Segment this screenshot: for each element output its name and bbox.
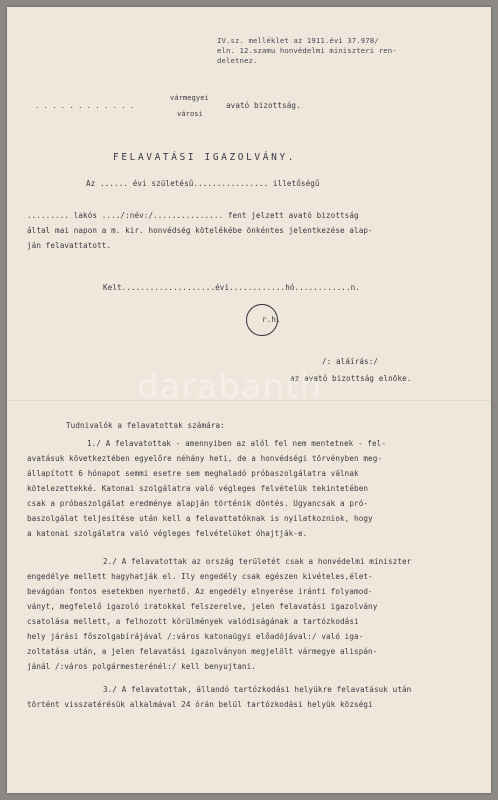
paragraph-line: csatolása mellett, a felhozott körülmények valódiságának a tartózkodási: [27, 617, 359, 626]
committee-dots: . . . . . . . . . . . .: [35, 102, 135, 110]
paragraph-line: 2./ A felavatottak az ország területét csak a honvédelmi miniszter: [103, 557, 412, 566]
header-note-line: eln. 12.szamu honvédelmi miniszteri ren-: [217, 46, 397, 55]
body-line: ján felavattatott.: [27, 241, 112, 250]
paragraph-line: csak a próbaszolgálat eredménye alapján történik döntés. Ugyancsak a pró-: [27, 499, 369, 508]
signature-title: az avató bizottság elnöke.: [290, 374, 412, 383]
stamp-text: r.h.: [262, 315, 281, 324]
committee-városi: városi: [177, 110, 203, 118]
header-note-line: IV.sz. melléklet az 1911.évi 37.978/: [217, 36, 379, 45]
date-line: Kelt....................évi............hó............n.: [103, 283, 360, 292]
body-line: ......... lakós ..../:név:/............... fent jelzett avató bizottság: [27, 211, 359, 220]
header-note-line: deletnez.: [217, 56, 258, 65]
document-page: [7, 7, 491, 793]
signature-label: /: aláírás:/: [322, 357, 379, 366]
watermark: darabanth: [137, 367, 323, 407]
committee-label: avató bizottság.: [226, 101, 301, 110]
paragraph-line: állapított 6 hónapot semmi esetre sem meghaladó próbaszolgálatra válnak: [27, 469, 359, 478]
body-line: által mai napon a m. kir. honvédség kötelékébe önkéntes jelentkezése alap-: [27, 226, 373, 235]
paragraph-line: történt visszatérésük alkalmával 24 órán belül tartózkodási helyük községi: [27, 700, 373, 709]
paragraph-line: avatásuk következtében egyelőre néhány heti, de a honvédségi törvényben meg-: [27, 454, 383, 463]
paragraph-line: kötelezettekké. Katonai szolgálatra való végleges felvételük tekintetében: [27, 484, 369, 493]
document-title: FELAVATÁSI IGAZOLVÁNY.: [113, 152, 297, 163]
paragraph-line: jánál /:város polgármesterénél:/ kell benyujtani.: [27, 662, 256, 671]
paragraph-line: 1./ A felavatottak - amennyiben az alól fel nem mentetnek - fel-: [87, 439, 386, 448]
paragraph-line: engedélye mellett hagyhatják el. Ily engedély csak egészen kivételes,élet-: [27, 572, 373, 581]
paragraph-line: 3./ A felavatottak, állandó tartózkodási helyükre felavatásuk után: [103, 685, 412, 694]
paragraph-line: bevágóan fontos esetekben nyerhető. Az engedély elnyerése iránti folyamod-: [27, 587, 373, 596]
paragraph-line: a katonai szolgálatra való végleges felvételüket óhajtják-e.: [27, 529, 308, 538]
paragraph-line: zoltatása után, a jelen felavatási igazolványon megjelölt vármegye alispán-: [27, 647, 378, 656]
paragraph-line: baszolgálat teljesítése után kell a felavattatóknak is nyilatkozniok, hogy: [27, 514, 373, 523]
paper-fold: [7, 400, 491, 401]
notice-title: Tudnivalók a felavatottak számára:: [66, 421, 225, 430]
paragraph-line: ványt, megfelelő igazoló iratokkal felszerelve, jelen felavatási igazolvány: [27, 602, 378, 611]
paragraph-line: hely járási főszolgabírájával /:város katonaügyi előadójával:/ való iga-: [27, 632, 364, 641]
committee-vármegyei: vármegyei: [170, 94, 209, 102]
body-line: Az ...... évi születésű................ illetőségű: [86, 179, 320, 188]
